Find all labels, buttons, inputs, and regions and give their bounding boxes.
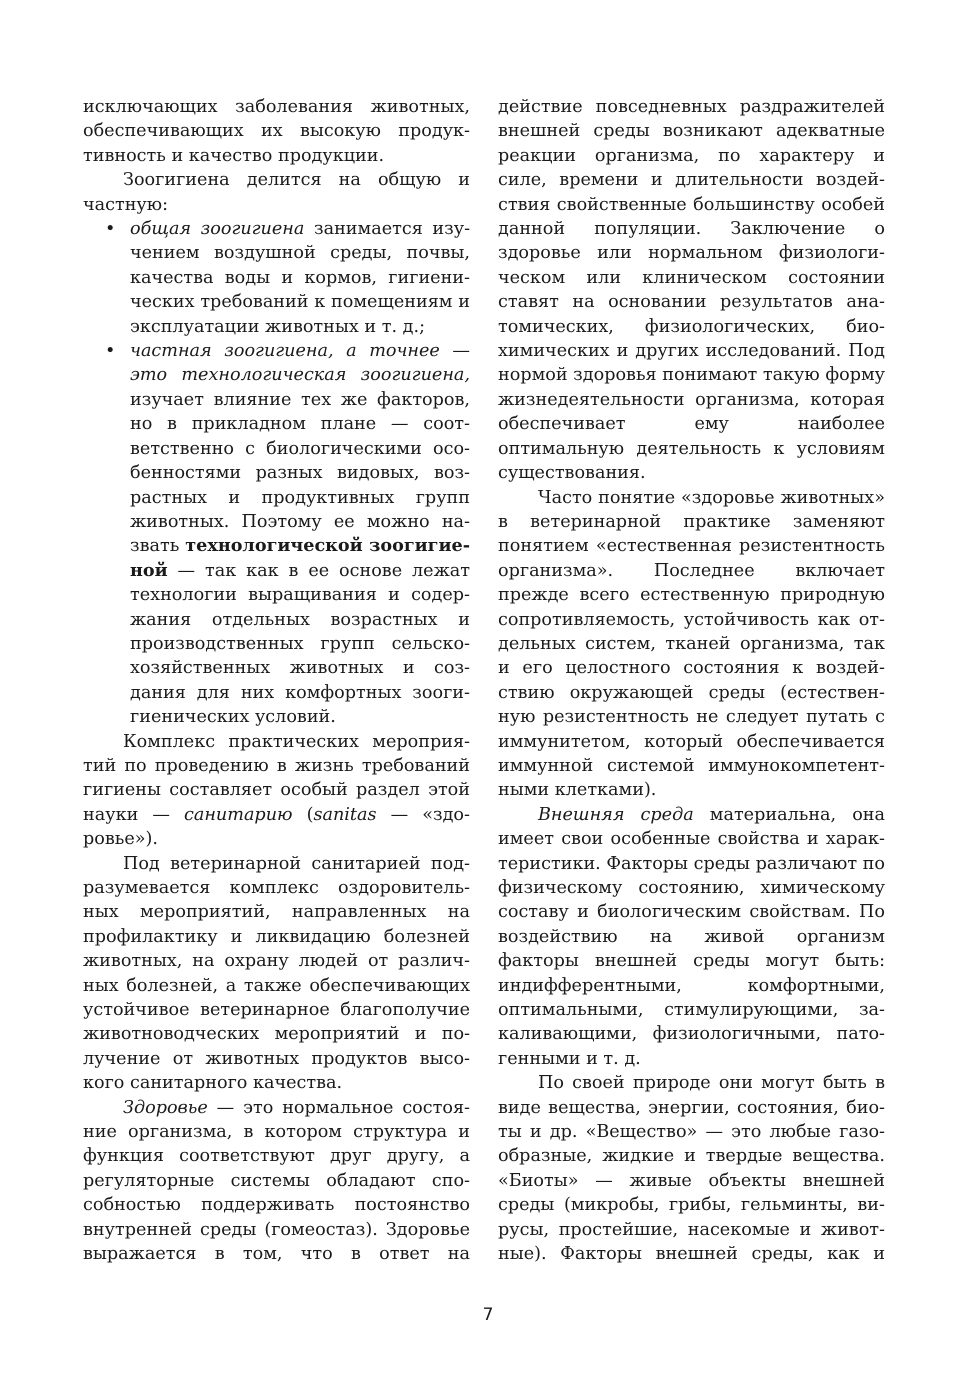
text: ( [292,804,314,825]
paragraph: По своей природе они могут быть в виде вещества, энергии, состояния, биоты и др. «Вещество» — это любые газообразные, жидкие и твердые вещества. «Биоты» — живые объекты внешней среды (микробы, грибы, гельминты, вирусы, простейшие, насекомые и животные). Факторы внешней среды, как и [498,1073,885,1265]
paragraph [83,730,470,852]
text: Комплекс практических мероприятий по проведению в жизнь требований гигиены составляет особый раздел этой науки — [83,731,470,825]
text: — «здоровье»). [83,804,470,850]
list-item [105,217,471,339]
term: санитарию [184,804,293,825]
list-item-text: занимается изучением воздушной среды, почвы, качества воды и кормов, гигиенических требований к помещениям и эксплуатации животных и т. д.; [130,219,471,337]
page-number: 7 [482,1305,494,1325]
term: sanitas [313,804,377,825]
bullet-icon: • [105,341,116,362]
bold-term: технологической зоогигиеной [130,535,470,581]
list-item [105,339,470,730]
term: частная зоогигиена, а точнее — это технологическая зоогигиена, [130,341,470,386]
right-column [498,95,885,1267]
paragraph: Часто понятие «здоровье животных» в ветеринарной практике заменяют понятием «естественная резистентность организма». Последнее включает прежде всего естественную природную сопротивляемость, устойчивость как отдельных систем, тканей организма, так и его целостного состояния к воздействию окружающей среды (естественную резистентность не следует путать с иммунитетом, который обеспечивается иммунной системой иммунокомпетентными клетками). [498,487,885,801]
term: Внешняя среда [538,804,694,825]
term: Здоровье [123,1097,208,1118]
paragraph [498,803,885,1071]
list-item-text: — так как в ее основе лежат технологии выращивания и содержания отдельных возрастных и производственных групп сельскохозяйственных животных и создания для них комфортных зоогигиенических условий. [130,560,470,728]
text: — это нормальное состояние организма, в котором структура и функция соответствуют друг другу, а регуляторные системы обладают способностью поддерживать постоянство внутренней среды (гомеостаз). Здоровье выражается в том, что в ответ на [83,1097,470,1265]
bullet-icon: • [105,219,116,240]
text: материальна, она имеет свои особенные свойства и характеристики. Факторы среды различают по физическому состоянию, химическому составу и биологическим свойствам. По воздействию на живой организм факторы внешней среды могут быть: индифферентными, комфортными, оптимальными, стимулирующими, закаливающими, физиологичными, патогенными и т. д. [498,804,885,1069]
paragraph: Зоогигиена делится на общую и частную: [83,170,470,215]
term: общая зоогигиена [130,219,305,240]
left-column [83,95,470,1267]
list-item-text: изучает влияние тех же факторов, но в прикладном плане — соответственно с биологическими особенностями разных видовых, возрастных и продуктивных групп животных. Поэтому ее можно назвать [130,389,470,557]
paragraph: действие повседневных раздражителей внешней среды возникают адекватные реакции организма, по характеру и силе, времени и длительности воздействия свойственные большинству особей данной популяции. Заключение о здоровье или нормальном физиологическом или клиническом состоянии ставят на основании результатов анатомических, физиологических, биохимических и других исследований. Под нормой здоровья понимают такую форму жизнедеятельности организма, которая обеспечивает ему наиболее оптимальную деятельность к условиям существования. [498,97,885,484]
bullet-list [83,217,470,730]
paragraph: Под ветеринарной санитарией подразумевается комплекс оздоровительных мероприятий, направленных на профилактику и ликвидацию болезней животных, на охрану людей от различных болезней, а также обеспечивающих устойчивое ветеринарное благополучие животноводческих мероприятий и получение от животных продуктов высокого санитарного качества. [83,853,470,1094]
paragraph [83,1096,470,1267]
paragraph: исключающих заболевания животных, обеспечивающих их высокую продуктивность и качество продукции. [83,97,470,166]
